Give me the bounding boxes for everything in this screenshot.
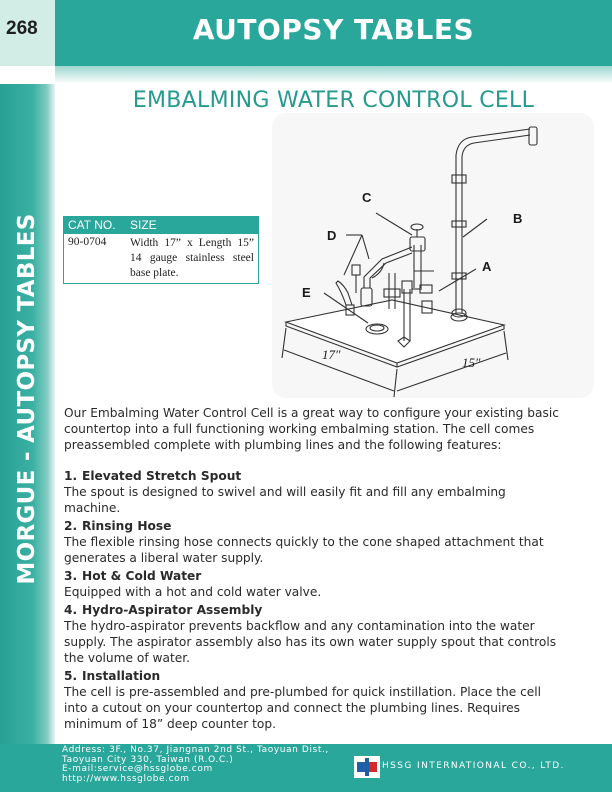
list-item	[64, 568, 560, 600]
feature-list	[64, 467, 560, 734]
feature-title: 2. Rinsing Hose	[64, 519, 172, 533]
page-number-box	[0, 0, 55, 66]
dimension-length: 15″	[462, 355, 481, 370]
header-cat-no: CAT NO.	[68, 218, 116, 232]
label-e: E	[302, 285, 311, 300]
dimension-width: 17″	[322, 347, 341, 362]
product-illustration	[272, 113, 594, 398]
address-line: Taoyuan City 330, Taiwan (R.O.C.)	[62, 754, 234, 765]
label-d: D	[327, 228, 337, 243]
spec-table-header	[64, 217, 258, 234]
section-title: EMBALMING WATER CONTROL CELL	[132, 88, 535, 113]
website-line: http://www.hssglobe.com	[62, 773, 190, 784]
intro-paragraph: Our Embalming Water Control Cell is a great way to configure your existing basic countertop into a full functioning working embalming station. The cell comes preassembled complete with plumbing lines and the following features:	[64, 406, 559, 452]
footer-address	[62, 746, 329, 784]
email-line: E-mail:service@hssglobe.com	[62, 764, 213, 774]
list-item	[64, 518, 560, 566]
feature-description: The flexible rinsing hose connects quickly to the cone shaped attachment that generates a liberal water supply.	[64, 535, 544, 565]
address-line: Address: 3F., No.37, Jiangnan 2nd St., Taoyuan Dist.,	[62, 745, 329, 755]
size-cell: Width 17” x Length 15” 14 gauge stainless steel base plate.	[130, 237, 254, 279]
label-b: B	[513, 211, 523, 226]
feature-title: 1. Elevated Stretch Spout	[64, 469, 242, 483]
company-name: HSSG INTERNATIONAL CO., LTD.	[382, 761, 565, 771]
page-number: 268	[6, 18, 38, 39]
label-a: A	[482, 259, 492, 274]
feature-description: The hydro-aspirator prevents backflow and any contamination into the water supply. The aspirator assembly also has its own water supply spout that controls the volume of water.	[64, 619, 557, 665]
label-c: C	[362, 190, 372, 205]
header-size: SIZE	[130, 218, 157, 232]
header-divider	[55, 66, 612, 84]
feature-description: The spout is designed to swivel and will easily fit and fill any embalming machine.	[64, 485, 506, 515]
feature-title: 4. Hydro-Aspirator Assembly	[64, 603, 263, 617]
sidebar-title: MORGUE - AUTOPSY TABLES	[14, 213, 40, 585]
water-control-cell-drawing	[272, 113, 594, 398]
list-item	[64, 468, 560, 516]
header-bar	[55, 0, 612, 66]
feature-title: 3. Hot & Cold Water	[64, 569, 202, 583]
feature-title: 5. Installation	[64, 669, 161, 683]
cat-no-cell: 90-0704	[68, 236, 107, 248]
feature-description: Equipped with a hot and cold water valve.	[64, 585, 322, 599]
header-title: AUTOPSY TABLES	[192, 13, 475, 46]
table-row	[64, 234, 258, 283]
footer	[0, 744, 612, 792]
sidebar	[0, 84, 55, 744]
spec-table	[63, 216, 259, 284]
feature-description: The cell is pre-assembled and pre-plumbed for quick instillation. Place the cell into a cutout on your countertop and connect the plumbing lines. Requires minimum of 18” deep counter top.	[64, 685, 542, 731]
list-item	[64, 602, 560, 666]
list-item	[64, 668, 560, 732]
hssg-logo-icon	[354, 756, 380, 778]
